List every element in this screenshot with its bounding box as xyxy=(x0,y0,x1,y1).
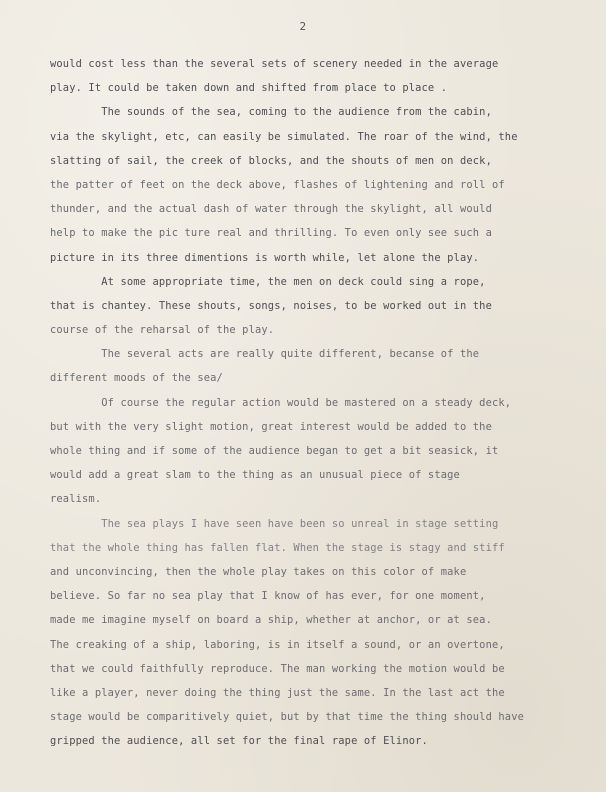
text-line: stage would be comparitively quiet, but by that time the thing should have xyxy=(50,711,525,724)
text-line: Of course the regular action would be mastered on a steady deck, xyxy=(50,396,512,409)
text-line: The creaking of a ship, laboring, is in itself a sound, or an overtone, xyxy=(50,638,505,651)
text-line: picture in its three dimentions is worth while, let alone the play. xyxy=(50,251,480,264)
text-line: help to make the pic ture real and thrilling. To even only see such a xyxy=(50,227,492,240)
text-line: but with the very slight motion, great interest would be added to the xyxy=(50,420,492,433)
text-line: gripped the audience, all set for the final rape of Elinor. xyxy=(50,735,428,748)
text-line: thunder, and the actual dash of water through the skylight, all would xyxy=(50,203,492,216)
text-line: via the skylight, etc, can easily be simulated. The roar of the wind, the xyxy=(50,130,518,143)
text-line: the patter of feet on the deck above, flashes of lightening and roll of xyxy=(50,178,505,191)
text-line: course of the reharsal of the play. xyxy=(50,324,275,337)
text-line: different moods of the sea/ xyxy=(50,372,223,385)
text-line: realism. xyxy=(50,493,102,506)
text-line: play. It could be taken down and shifted from place to place . xyxy=(50,82,448,95)
text-line: The sea plays I have seen have been so unreal in stage setting xyxy=(50,517,499,530)
text-line: would cost less than the several sets of scenery needed in the average xyxy=(50,58,499,70)
text-line: whole thing and if some of the audience began to get a bit seasick, it xyxy=(50,445,499,457)
text-line: The sounds of the sea, coming to the audience from the cabin, xyxy=(50,106,492,119)
text-line: believe. So far no sea play that I know of has ever, for one moment, xyxy=(50,590,486,603)
text-line: that is chantey. These shouts, songs, noises, to be worked out in the xyxy=(50,299,492,312)
page-number: 2 xyxy=(299,20,307,33)
text-line: that we could faithfully reproduce. The man working the motion would be xyxy=(50,662,505,675)
text-line: made me imagine myself on board a ship, whether at anchor, or at sea. xyxy=(50,614,492,627)
body-text xyxy=(50,52,590,753)
text-line: like a player, never doing the thing just the same. In the last act the xyxy=(50,686,505,699)
text-line: At some appropriate time, the men on deck could sing a rope, xyxy=(50,275,486,288)
text-line: that the whole thing has fallen flat. When the stage is stagy and stiff xyxy=(50,541,505,554)
text-line: The several acts are really quite different, becanse of the xyxy=(50,348,480,361)
text-line: and unconvincing, then the whole play takes on this color of make xyxy=(50,565,467,578)
text-line: would add a great slam to the thing as an unusual piece of stage xyxy=(50,469,460,482)
text-line: slatting of sail, the creek of blocks, and the shouts of men on deck, xyxy=(50,154,492,167)
